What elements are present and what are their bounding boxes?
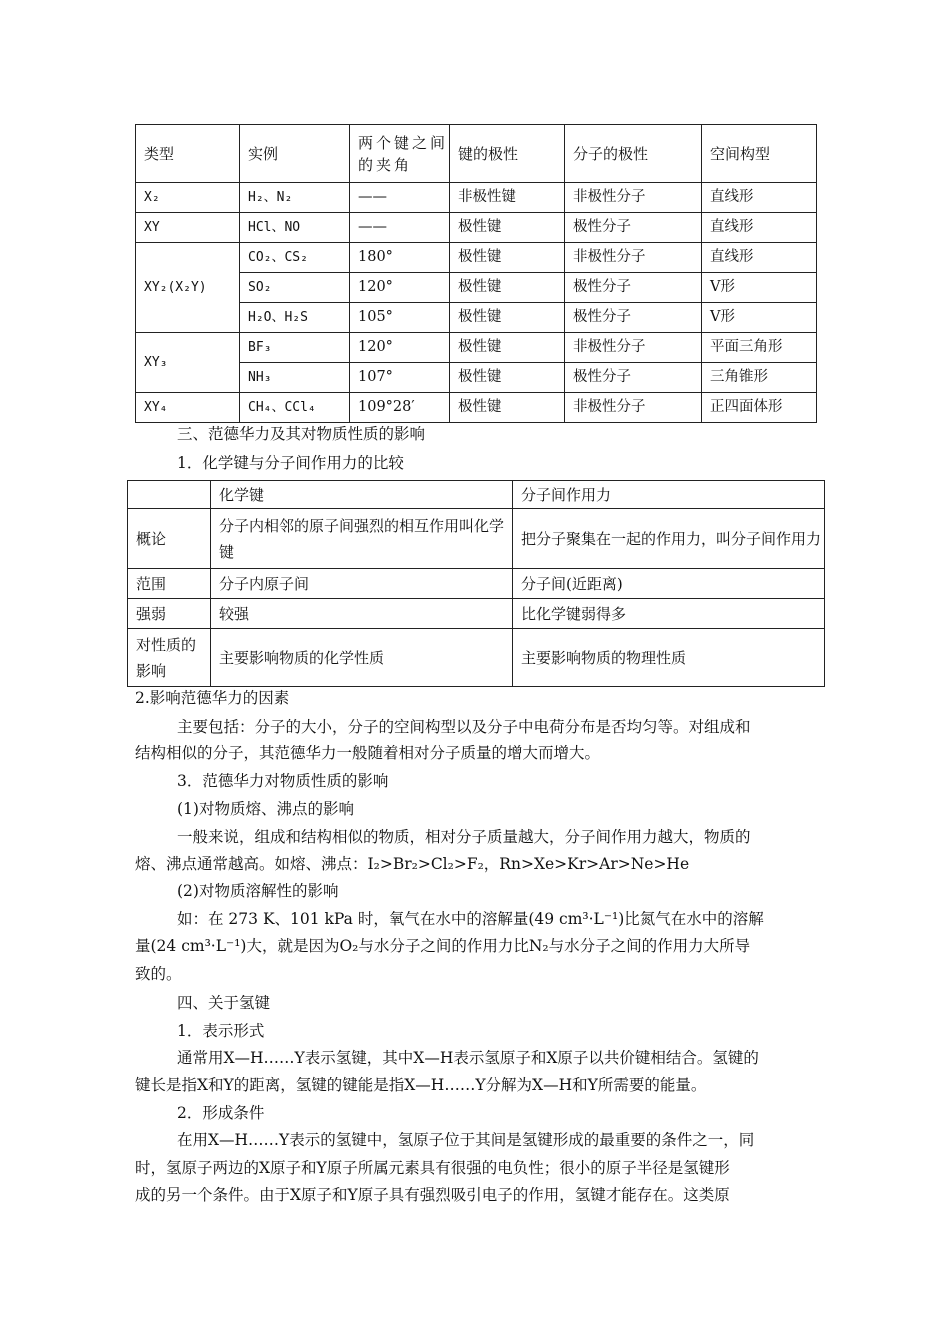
header-cell: 分子的极性 xyxy=(565,125,702,183)
table-cell: 比化学键弱得多 xyxy=(513,599,825,629)
bond-cell: 非极性键 xyxy=(450,183,565,213)
row-label: 概论 xyxy=(128,509,211,569)
row-label: 强弱 xyxy=(128,599,211,629)
mol-cell: 非极性分子 xyxy=(565,393,702,423)
mol-cell: 非极性分子 xyxy=(565,333,702,363)
paragraph-line: 键长是指X和Y的距离，氢键的键能是指X—H……Y分解为X—H和Y所需要的能量。 xyxy=(135,1076,707,1094)
header-cell: 分子间作用力 xyxy=(513,481,825,509)
bond-cell: 极性键 xyxy=(450,333,565,363)
subsection-heading: 1．表示形式 xyxy=(177,1022,265,1040)
example-cell: SO₂ xyxy=(240,273,350,303)
table-row xyxy=(136,183,817,213)
bond-cell: 极性键 xyxy=(450,243,565,273)
subsection-heading: 2．形成条件 xyxy=(177,1104,265,1122)
table-cell: 较强 xyxy=(211,599,513,629)
subsection-heading: 1．化学键与分子间作用力的比较 xyxy=(177,454,404,472)
example-cell: BF₃ xyxy=(240,333,350,363)
table-row xyxy=(128,629,825,687)
paragraph-line: 在用X—H……Y表示的氢键中，氢原子位于其间是氢键形成的最重要的条件之一，同 xyxy=(177,1131,755,1149)
header-cell: 空间构型 xyxy=(702,125,817,183)
header-cell xyxy=(128,481,211,509)
header-cell: 两个键之间的夹角 xyxy=(350,125,450,183)
bond-comparison-table xyxy=(127,480,825,687)
section-heading: 三、范德华力及其对物质性质的影响 xyxy=(177,425,426,443)
shape-cell: 直线形 xyxy=(702,243,817,273)
example-cell: CH₄、CCl₄ xyxy=(240,393,350,423)
paragraph-line: 如：在 273 K、101 kPa 时，氧气在水中的溶解量(49 cm³·L⁻¹)比氮气在水中的溶解 xyxy=(177,910,764,928)
table-cell: 把分子聚集在一起的作用力，叫分子间作用力 xyxy=(513,509,825,569)
shape-cell: 直线形 xyxy=(702,213,817,243)
row-label: 范围 xyxy=(128,569,211,599)
table-header-row xyxy=(136,125,817,183)
example-cell: H₂O、H₂S xyxy=(240,303,350,333)
table-cell: 主要影响物质的物理性质 xyxy=(513,629,825,687)
section-heading: 四、关于氢键 xyxy=(177,994,271,1012)
type-cell: XY₃ xyxy=(136,333,240,393)
bond-cell: 极性键 xyxy=(450,393,565,423)
shape-cell: 直线形 xyxy=(702,183,817,213)
angle-cell: —— xyxy=(350,183,450,213)
type-cell: X₂ xyxy=(136,183,240,213)
subsection-heading: 3．范德华力对物质性质的影响 xyxy=(177,772,389,790)
table-row xyxy=(136,213,817,243)
angle-cell: 180° xyxy=(350,243,450,273)
angle-cell: 107° xyxy=(350,363,450,393)
example-cell: HCl、NO xyxy=(240,213,350,243)
example-cell: NH₃ xyxy=(240,363,350,393)
header-cell: 实例 xyxy=(240,125,350,183)
table-row xyxy=(136,333,817,363)
paragraph-line: 结构相似的分子，其范德华力一般随着相对分子质量的增大而增大。 xyxy=(135,744,601,762)
angle-cell: 120° xyxy=(350,273,450,303)
bond-cell: 极性键 xyxy=(450,273,565,303)
shape-cell: 平面三角形 xyxy=(702,333,817,363)
table-header-row xyxy=(128,481,825,509)
mol-cell: 极性分子 xyxy=(565,213,702,243)
angle-cell: —— xyxy=(350,213,450,243)
paragraph-line: 熔、沸点通常越高。如熔、沸点：I₂>Br₂>Cl₂>F₂，Rn>Xe>Kr>Ar>Ne>He xyxy=(135,855,690,873)
mol-cell: 极性分子 xyxy=(565,363,702,393)
paragraph-line: 时，氢原子两边的X原子和Y原子所属元素具有很强的电负性；很小的原子半径是氢键形 xyxy=(135,1159,730,1177)
table-row xyxy=(128,569,825,599)
shape-cell: 三角锥形 xyxy=(702,363,817,393)
table-cell: 分子间(近距离) xyxy=(513,569,825,599)
angle-cell: 105° xyxy=(350,303,450,333)
bond-cell: 极性键 xyxy=(450,303,565,333)
subsection-heading: 2.影响范德华力的因素 xyxy=(135,689,290,707)
bond-cell: 极性键 xyxy=(450,213,565,243)
row-label: 对性质的影响 xyxy=(128,629,211,687)
molecule-polarity-table xyxy=(135,124,817,423)
subsection-heading: (2)对物质溶解性的影响 xyxy=(177,882,339,900)
example-cell: CO₂、CS₂ xyxy=(240,243,350,273)
paragraph-line: 主要包括：分子的大小，分子的空间构型以及分子中电荷分布是否均匀等。对组成和 xyxy=(177,718,751,736)
example-cell: H₂、N₂ xyxy=(240,183,350,213)
subsection-heading: (1)对物质熔、沸点的影响 xyxy=(177,800,354,818)
header-cell: 键的极性 xyxy=(450,125,565,183)
angle-cell: 120° xyxy=(350,333,450,363)
paragraph-line: 成的另一个条件。由于X原子和Y原子具有强烈吸引电子的作用，氢键才能存在。这类原 xyxy=(135,1186,730,1204)
paragraph-line: 通常用X—H……Y表示氢键，其中X—H表示氢原子和X原子以共价键相结合。氢键的 xyxy=(177,1049,759,1067)
table-row xyxy=(136,243,817,273)
mol-cell: 非极性分子 xyxy=(565,183,702,213)
table-row xyxy=(128,509,825,569)
paragraph-line: 致的。 xyxy=(135,965,182,983)
header-cell: 类型 xyxy=(136,125,240,183)
header-cell: 化学键 xyxy=(211,481,513,509)
angle-cell: 109°28′ xyxy=(350,393,450,423)
table-cell: 分子内相邻的原子间强烈的相互作用叫化学键 xyxy=(211,509,513,569)
shape-cell: V形 xyxy=(702,273,817,303)
mol-cell: 非极性分子 xyxy=(565,243,702,273)
type-cell: XY₄ xyxy=(136,393,240,423)
paragraph-line: 一般来说，组成和结构相似的物质，相对分子质量越大，分子间作用力越大，物质的 xyxy=(177,828,751,846)
table-row xyxy=(128,599,825,629)
table-row xyxy=(136,393,817,423)
type-cell: XY₂(X₂Y) xyxy=(136,243,240,333)
mol-cell: 极性分子 xyxy=(565,303,702,333)
type-cell: XY xyxy=(136,213,240,243)
mol-cell: 极性分子 xyxy=(565,273,702,303)
shape-cell: 正四面体形 xyxy=(702,393,817,423)
table-cell: 分子内原子间 xyxy=(211,569,513,599)
bond-cell: 极性键 xyxy=(450,363,565,393)
table-cell: 主要影响物质的化学性质 xyxy=(211,629,513,687)
paragraph-line: 量(24 cm³·L⁻¹)大，就是因为O₂与水分子之间的作用力比N₂与水分子之间的作用力大所导 xyxy=(135,937,751,955)
shape-cell: V形 xyxy=(702,303,817,333)
